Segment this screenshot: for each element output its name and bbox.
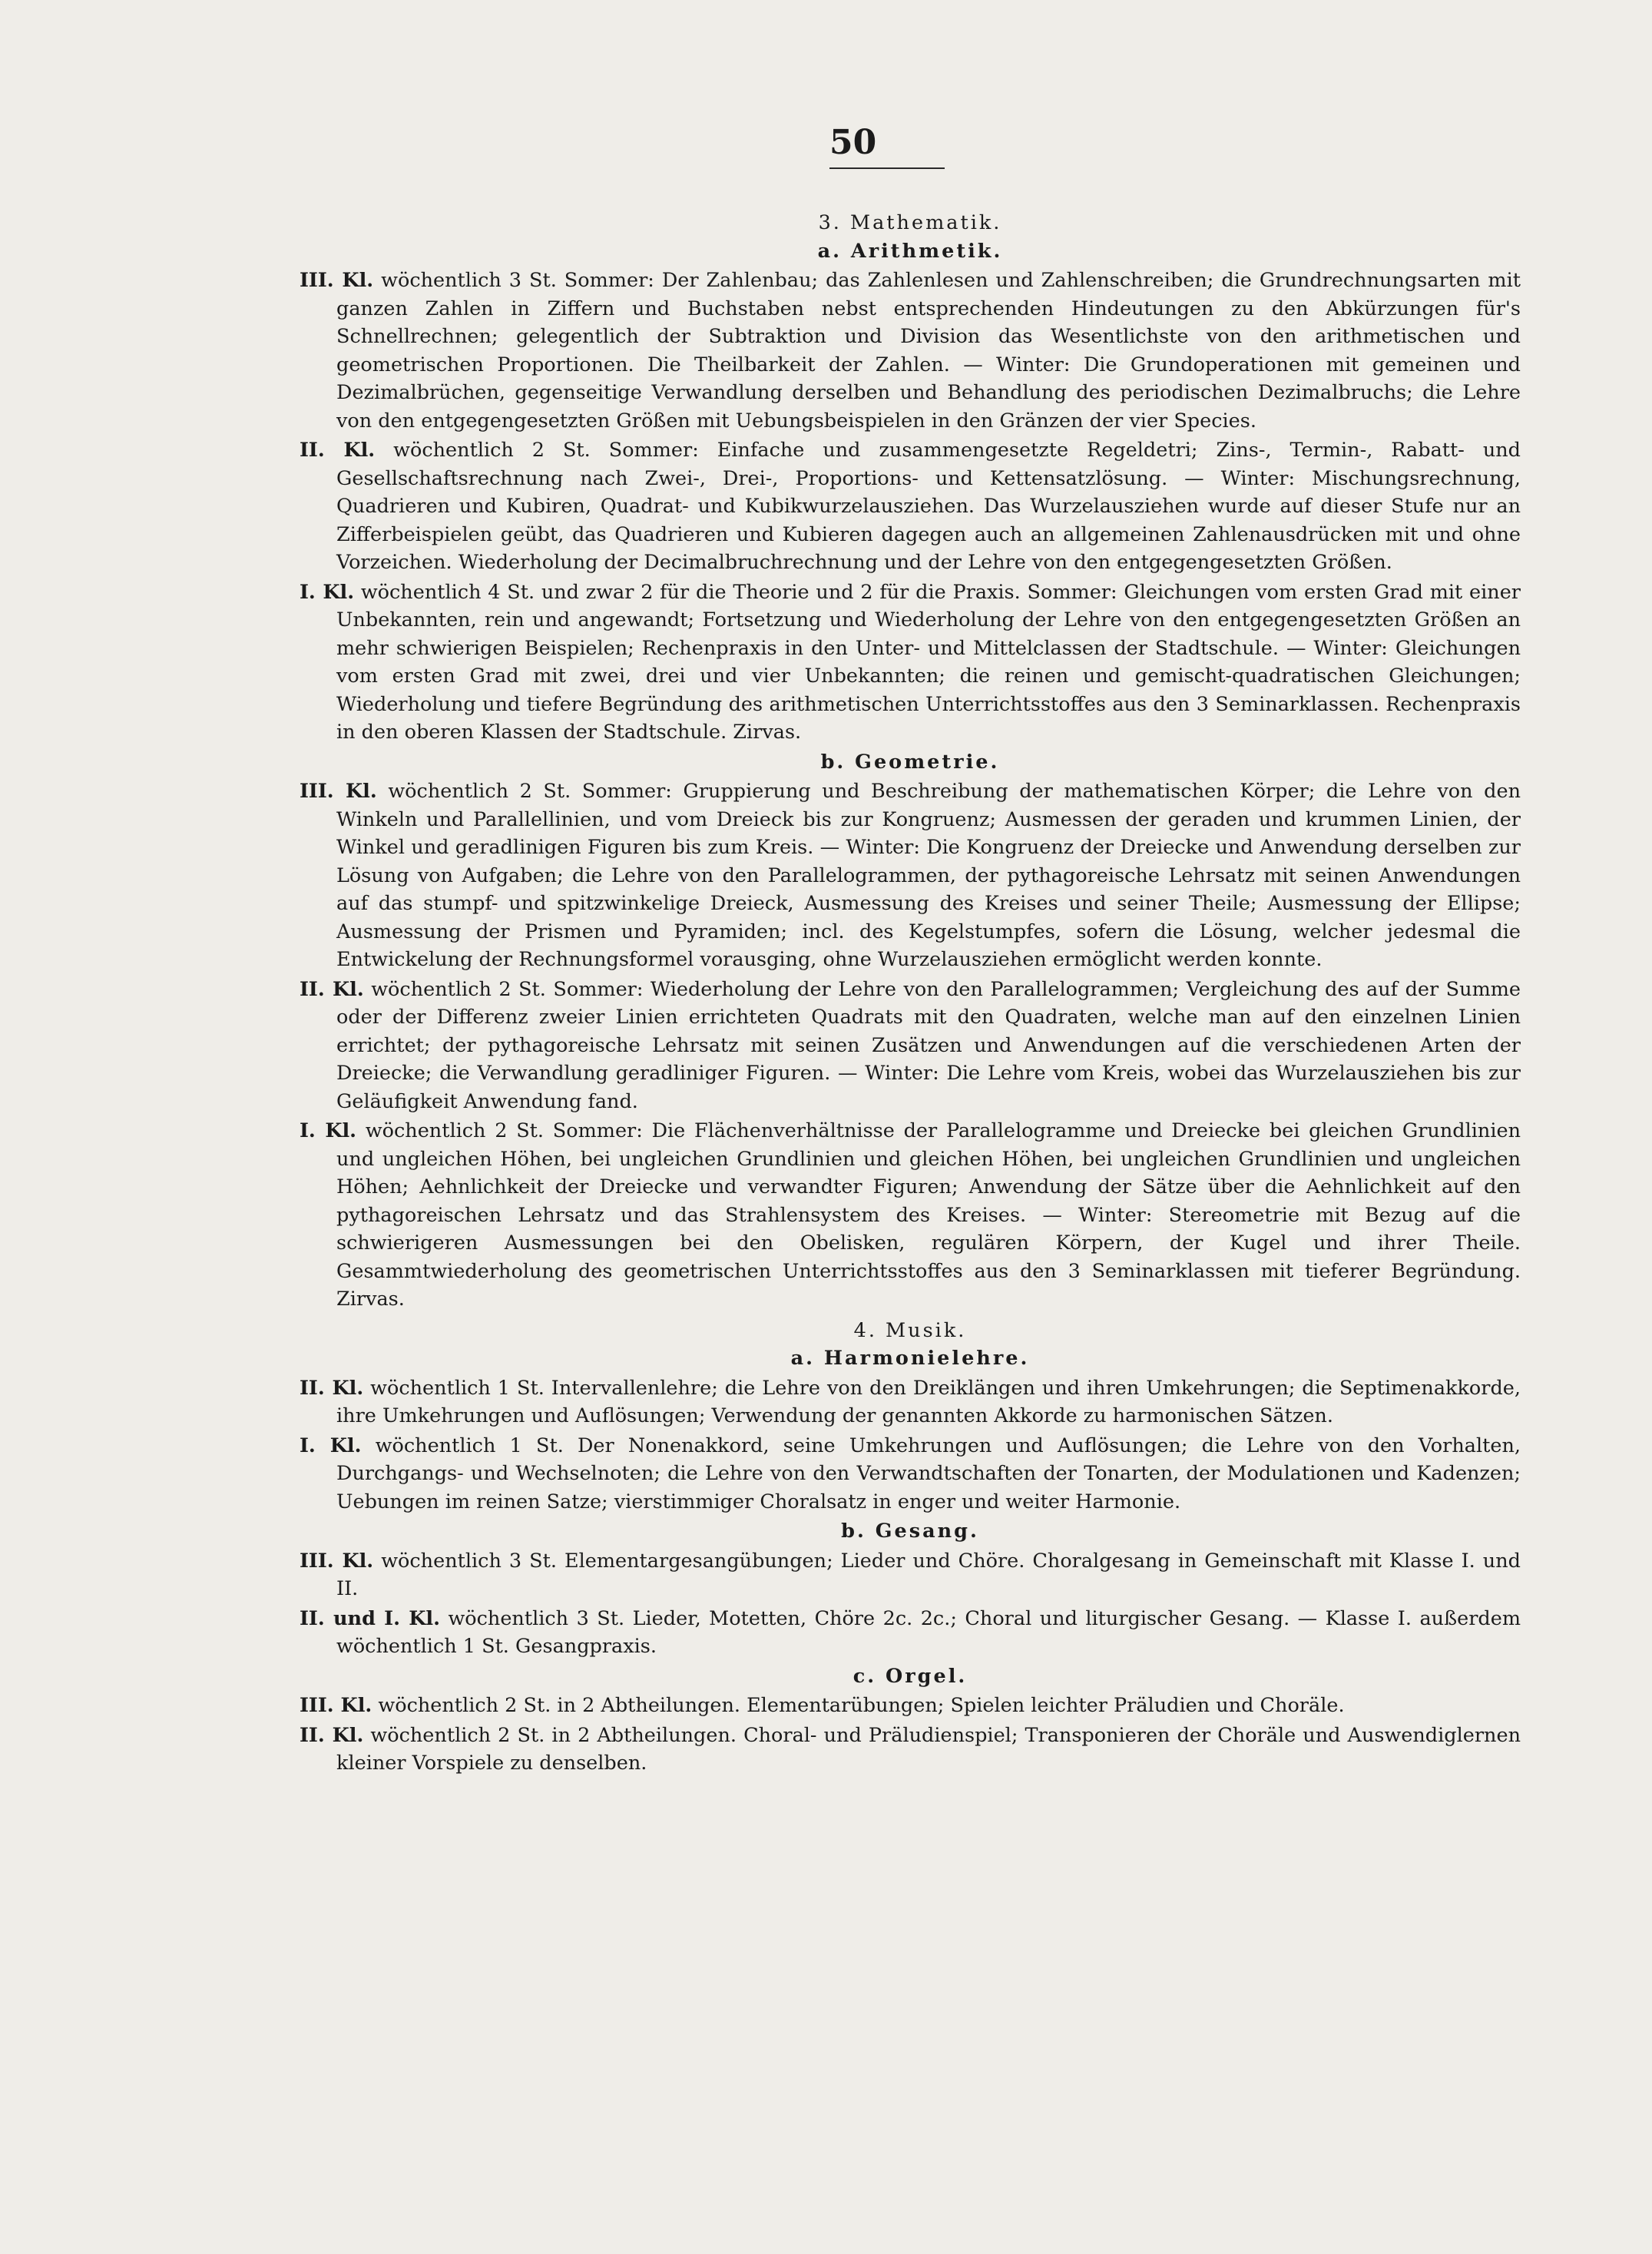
entry-text: wöchentlich 2 St. Sommer: Wiederholung der Lehre von den Parallelogrammen; Vergleichung des auf der Summe oder der Differenz zweier Linien errichteten Quadrats mit den Quadraten, welche man auf den einzelnen Linien errichtet; der pythagoreische Lehrsatz mit seinen Zusätzen und Anwendungen auf die verschiedenen Arten der Dreiecke; die Verwandlung geradliniger Figuren. — Winter: Die Lehre vom Kreis, wobei das Wurzelausziehen bis zur Geläufigkeit Anwendung fand. [336, 977, 1521, 1113]
entry-arithmetik-class-3 [300, 267, 1521, 435]
entry-text: wöchentlich 2 St. Sommer: Die Flächenverhältnisse der Parallelogramme und Dreiecke bei gleichen Grundlinien und ungleichen Höhen, bei ungleichen Grundlinien und gleichen Höhen, bei ungleichen Grundlinien und ungleichen Höhen; Aehnlichkeit der Dreiecke und verwandter Figuren; Anwendung der Sätze über die Aehnlichkeit auf den pythagoreischen Lehrsatz und das Strahlensystem des Kreises. — Winter: Stereometrie mit Bezug auf die schwierigeren Ausmessungen bei den Obelisken, regulären Körpern, der Kugel und ihrer Theile. Gesammtwiederholung des geometrischen Unterrichtsstoffes aus den 3 Seminarklassen mit tieferer Begründung. Zirvas. [336, 1119, 1521, 1311]
subsection-title-arithmetik: a. Arithmetik. [817, 239, 1003, 263]
page-number-rule [829, 167, 945, 169]
subsection-title-geometrie: b. Geometrie. [820, 750, 1000, 774]
entry-text: wöchentlich 3 St. Lieder, Motetten, Chöre 2c. 2c.; Choral und liturgischer Gesang. — Klasse I. außerdem wöchentlich 1 St. Gesangpraxis. [336, 1606, 1521, 1658]
entry-harmonielehre-class-2 [300, 1374, 1521, 1430]
entry-geometrie-class-3 [300, 777, 1521, 974]
class-label: II. Kl. [300, 1723, 364, 1747]
entry-geometrie-class-1 [300, 1117, 1521, 1314]
entry-gesang-class-3 [300, 1547, 1521, 1603]
entry-text: wöchentlich 3 St. Sommer: Der Zahlenbau; das Zahlenlesen und Zahlenschreiben; die Grundrechnungsarten mit ganzen Zahlen in Ziffern und Buchstaben nebst entsprechenden Hindeutungen zu den Abkürzungen für's Schnellrechnen; gelegentlich der Subtraktion und Division das Wesentlichste von den arithmetischen und geometrischen Proportionen. Die Theilbarkeit der Zahlen. — Winter: Die Grundoperationen mit gemeinen und Dezimalbrüchen, gegenseitige Verwandlung derselben und Behandlung des periodischen Dezimalbruchs; die Lehre von den entgegengesetzten Größen mit Uebungsbeispielen in den Gränzen der vier Species. [336, 269, 1521, 433]
class-label: III. Kl. [300, 1694, 372, 1717]
section-title-mathematik: 3. Mathematik. [818, 211, 1002, 234]
entry-text: wöchentlich 3 St. Elementargesangübungen; Lieder und Chöre. Choralgesang in Gemeinschaft mit Klasse I. und II. [336, 1549, 1521, 1600]
class-label: II. Kl. [300, 1376, 364, 1400]
entry-text: wöchentlich 2 St. in 2 Abtheilungen. Choral- und Präludienspiel; Transponieren der Choräle und Auswendiglernen kleiner Vorspiele zu denselben. [336, 1723, 1521, 1775]
page-content [300, 206, 1521, 1779]
class-label: III. Kl. [300, 780, 377, 803]
class-label: II. Kl. [300, 439, 376, 462]
entry-text: wöchentlich 2 St. Sommer: Einfache und zusammengesetzte Regeldetri; Zins-, Termin-, Rabatt- und Gesellschaftsrechnung nach Zwei-, Drei-, Proportions- und Kettensatzlösung. — Winter: Mischungsrechnung, Quadrieren und Kubiren, Quadrat- und Kubikwurzelausziehen. Das Wurzelausziehen wurde auf dieser Stufe nur an Zifferbeispielen geübt, das Quadrieren und Kubieren dagegen auch an allgemeinen Zahlenausdrücken mit und ohne Vorzeichen. Wiederholung der Decimalbruchrechnung und der Lehre von den entgegengesetzten Größen. [336, 439, 1521, 574]
entry-text: wöchentlich 1 St. Intervallenlehre; die Lehre von den Dreiklängen und ihren Umkehrungen; die Septimenakkorde, ihre Umkehrungen und Auflösungen; Verwendung der genannten Akkorde zu harmonischen Sätzen. [336, 1376, 1521, 1427]
entry-text: wöchentlich 2 St. Sommer: Gruppierung und Beschreibung der mathematischen Körper; die Lehre von den Winkeln und Parallellinien, und vom Dreieck bis zur Kongruenz; Ausmessen der geraden und krummen Linien, der Winkel und geradlinigen Figuren bis zum Kreis. — Winter: Die Kongruenz der Dreiecke und Anwendung derselben zur Lösung von Aufgaben; die Lehre von den Parallelogrammen, der pythagoreische Lehrsatz mit seinen Anwendungen auf das stumpf- und spitzwinkelige Dreieck, Ausmessung des Kreises und seiner Theile; Ausmessung der Ellipse; Ausmessung der Prismen und Pyramiden; incl. des Kegelstumpfes, sofern die Lösung, welcher jedesmal die Entwickelung der Rechnungsformel vorausging, ohne Wurzelausziehen ermöglicht werden konnte. [336, 780, 1521, 971]
entry-text: wöchentlich 4 St. und zwar 2 für die Theorie und 2 für die Praxis. Sommer: Gleichungen vom ersten Grad mit einer Unbekannten, rein und angewandt; Fortsetzung und Wiederholung der Lehre von den entgegengesetzten Größen an mehr schwierigen Beispielen; Rechenpraxis in den Unter- und Mittelclassen der Stadtschule. — Winter: Gleichungen vom ersten Grad mit zwei, drei und vier Unbekannten; die reinen und gemischt-quadratischen Gleichungen; Wiederholung und tiefere Begründung des arithmetischen Unterrichtsstoffes aus den 3 Seminarklassen. Rechenpraxis in den oberen Klassen der Stadtschule. Zirvas. [336, 580, 1521, 744]
section-title-musik: 4. Musik. [853, 1318, 967, 1342]
class-label: III. Kl. [300, 269, 374, 292]
entry-text: wöchentlich 1 St. Der Nonenakkord, seine Umkehrungen und Auflösungen; die Lehre von den Vorhalten, Durchgangs- und Wechselnoten; die Lehre von den Verwandtschaften der Tonarten, der Modulationen und Kadenzen; Uebungen im reinen Satze; vierstimmiger Choralsatz in enger und weiter Harmonie. [336, 1434, 1521, 1513]
entry-arithmetik-class-1 [300, 578, 1521, 747]
subsection-title-orgel: c. Orgel. [852, 1664, 968, 1688]
class-label: I. Kl. [300, 1434, 362, 1457]
subsection-title-harmonielehre: a. Harmonielehre. [790, 1347, 1030, 1370]
page-number: 50 [829, 123, 877, 162]
subsection-title-gesang: b. Gesang. [841, 1520, 979, 1543]
entry-arithmetik-class-2 [300, 436, 1521, 577]
entry-gesang-class-2-1 [300, 1605, 1521, 1661]
class-label: I. Kl. [300, 1119, 357, 1142]
entry-orgel-class-3 [300, 1692, 1521, 1720]
class-label: II. Kl. [300, 977, 364, 1001]
class-label: I. Kl. [300, 580, 355, 604]
entry-geometrie-class-2 [300, 976, 1521, 1116]
entry-text: wöchentlich 2 St. in 2 Abtheilungen. Elementarübungen; Spielen leichter Präludien und Choräle. [378, 1694, 1345, 1717]
class-label: III. Kl. [300, 1549, 374, 1573]
entry-harmonielehre-class-1 [300, 1432, 1521, 1516]
class-label: II. und I. Kl. [300, 1606, 440, 1630]
entry-orgel-class-2 [300, 1722, 1521, 1778]
